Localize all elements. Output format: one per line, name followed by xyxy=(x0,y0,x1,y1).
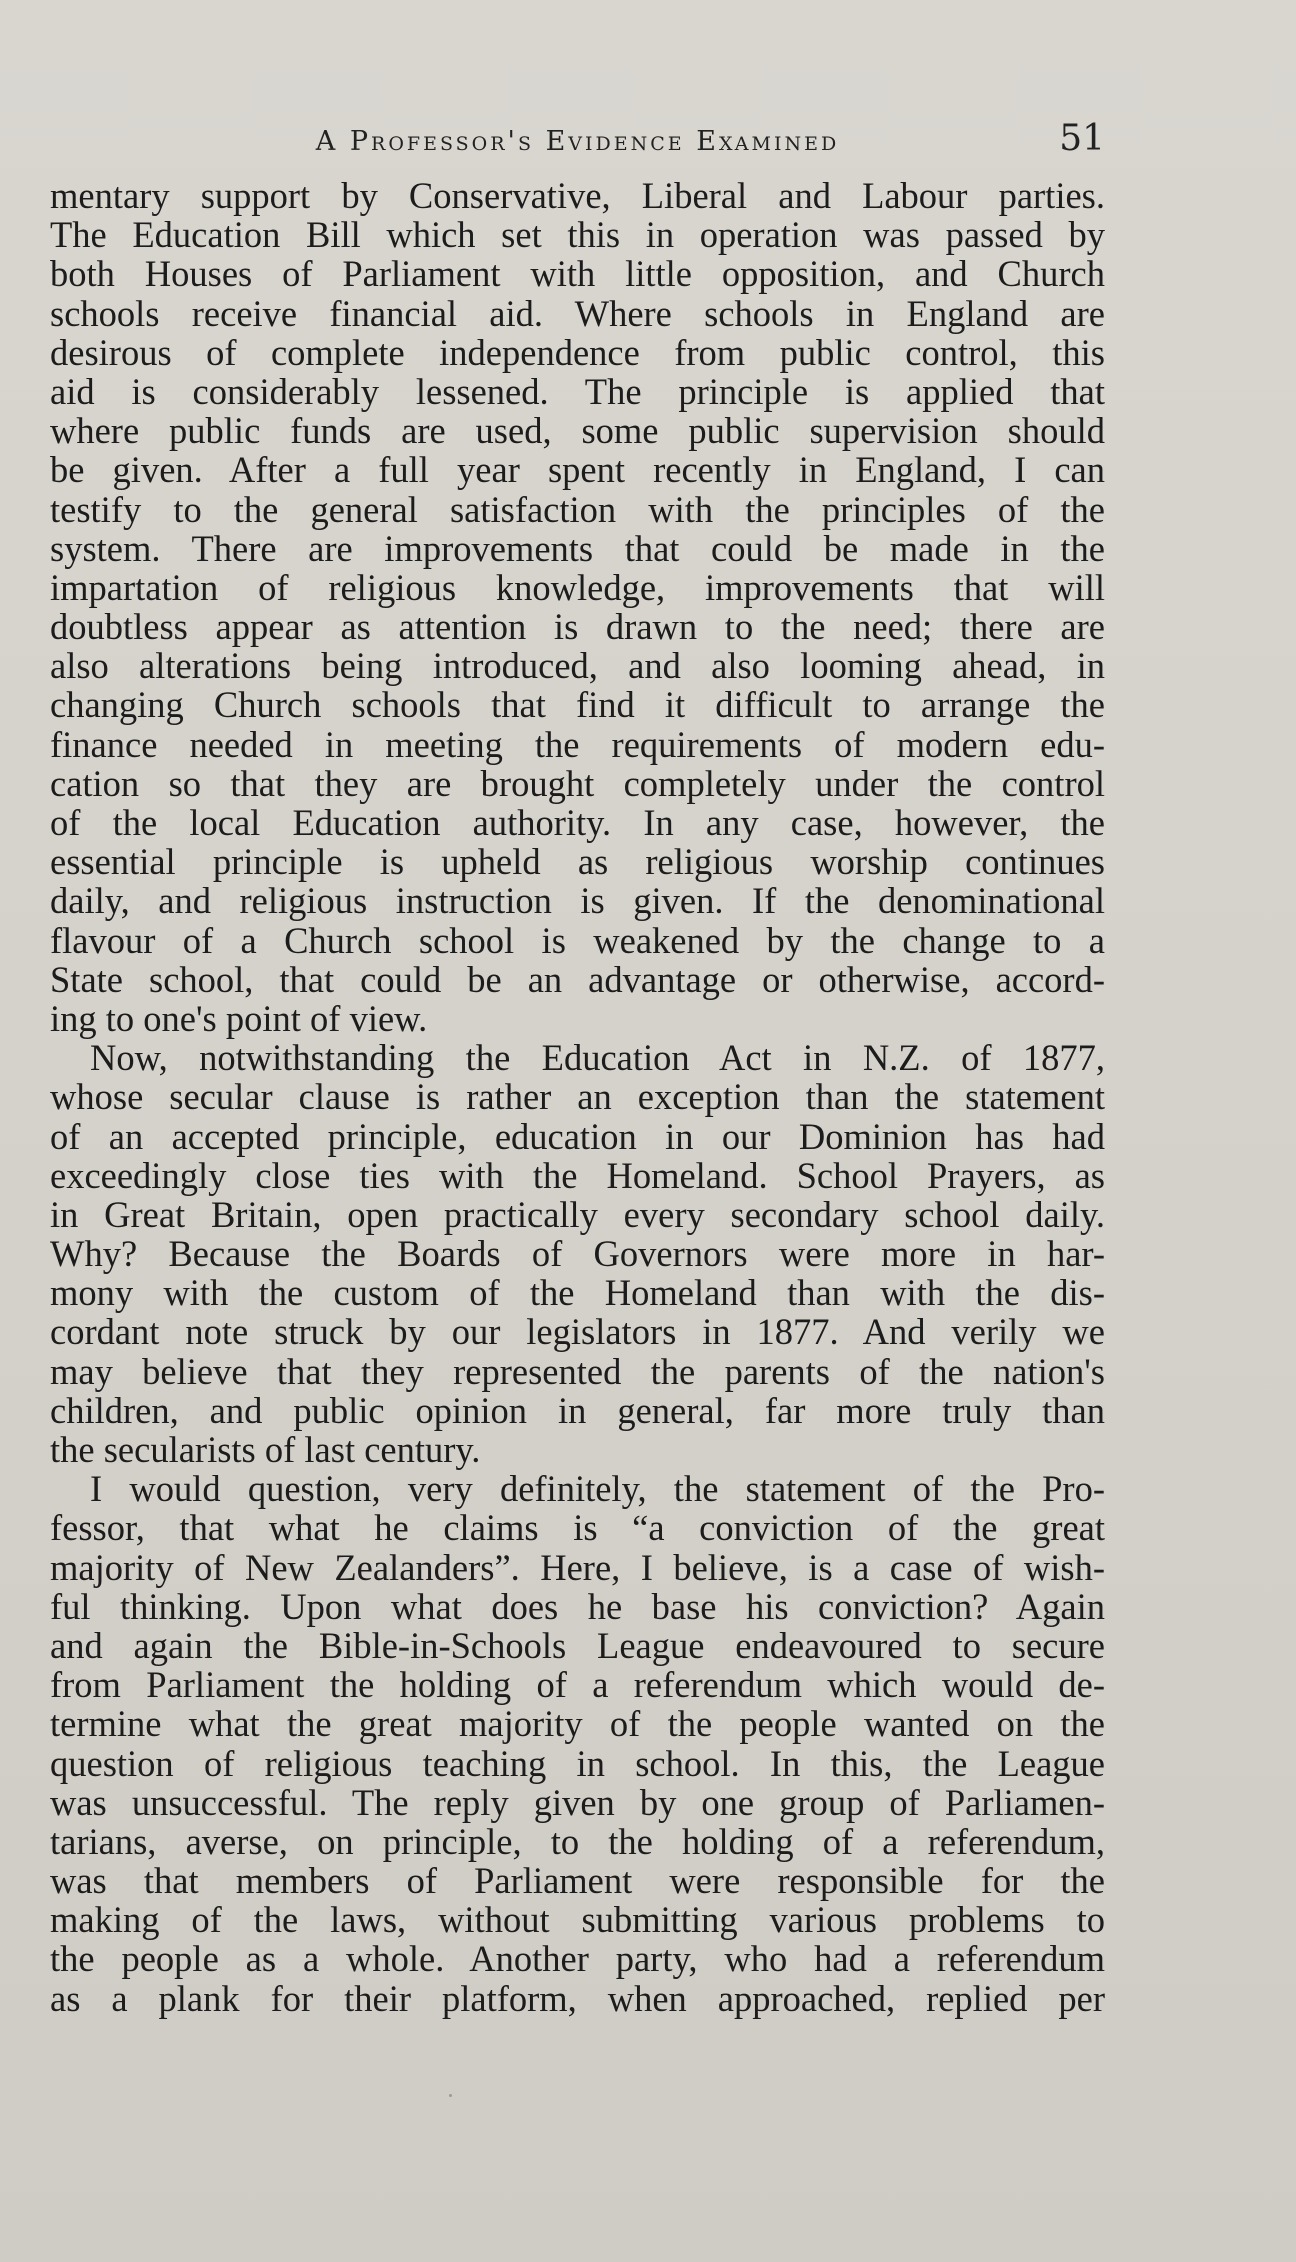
text-line: was unsuccessful. The reply given by one group of Parliamen- xyxy=(50,1781,1105,1823)
paragraph xyxy=(50,176,1105,1038)
text-line: be given. After a full year spent recently in England, I can xyxy=(50,449,1105,491)
text-line: majority of New Zealanders”. Here, I believe, is a case of wish- xyxy=(50,1546,1105,1588)
text-line: ful thinking. Upon what does he base his conviction? Again xyxy=(50,1585,1105,1627)
text-line: both Houses of Parliament with little opposition, and Church xyxy=(50,253,1105,295)
text-line: fessor, that what he claims is “a conviction of the great xyxy=(50,1507,1105,1549)
text-line: as a plank for their platform, when approached, replied per xyxy=(50,1977,1105,2019)
text-line: mentary support by Conservative, Liberal and Labour parties. xyxy=(50,175,1105,216)
page-number: 51 xyxy=(1059,118,1105,159)
text-line: was that members of Parliament were responsible for the xyxy=(50,1860,1105,1902)
text-line: desirous of complete independence from public control, this xyxy=(50,331,1105,373)
text-line: mony with the custom of the Homeland than with the dis- xyxy=(50,1272,1105,1314)
text-line: the secularists of last century. xyxy=(50,1429,481,1470)
text-line: State school, that could be an advantage or otherwise, accord- xyxy=(50,958,1105,1000)
text-line: may believe that they represented the parents of the nation's xyxy=(50,1350,1105,1392)
text-line: tarians, averse, on principle, to the holding of a referendum, xyxy=(50,1820,1105,1862)
text-line: changing Church schools that find it difficult to arrange the xyxy=(50,684,1105,726)
text-line: and again the Bible-in-Schools League endeavoured to secure xyxy=(50,1624,1105,1666)
text-line: cation so that they are brought completely under the control xyxy=(50,762,1105,804)
text-line: schools receive financial aid. Where schools in England are xyxy=(50,292,1105,334)
text-line: testify to the general satisfaction with the principles of the xyxy=(50,488,1105,530)
text-line: whose secular clause is rather an exception than the statement xyxy=(50,1076,1105,1118)
text-line: exceedingly close ties with the Homeland. School Prayers, as xyxy=(50,1154,1105,1196)
text-line: children, and public opinion in general, far more truly than xyxy=(50,1389,1105,1431)
paragraph xyxy=(50,1469,1105,2018)
text-line: flavour of a Church school is weakened by the change to a xyxy=(50,919,1105,961)
text-line: doubtless appear as attention is drawn to the need; there are xyxy=(50,606,1105,648)
running-head xyxy=(50,118,1105,158)
text-line: from Parliament the holding of a referendum which would de- xyxy=(50,1664,1105,1706)
text-line: of an accepted principle, education in our Dominion has had xyxy=(50,1115,1105,1157)
text-line: ing to one's point of view. xyxy=(50,997,428,1039)
text-line: Why? Because the Boards of Governors were more in har- xyxy=(50,1233,1105,1275)
text-line: in Great Britain, open practically every secondary school daily. xyxy=(50,1193,1105,1235)
text-line: termine what the great majority of the people wanted on the xyxy=(50,1703,1105,1745)
text-line: impartation of religious knowledge, improvements that will xyxy=(50,566,1105,608)
text-line: aid is considerably lessened. The principle is applied that xyxy=(50,370,1105,412)
dust-speck xyxy=(449,2094,452,2097)
running-title: A Professor's Evidence Examined xyxy=(315,126,840,157)
text-line: the people as a whole. Another party, who had a referendum xyxy=(50,1938,1105,1980)
text-line: daily, and religious instruction is given. If the denominational xyxy=(50,880,1105,922)
paragraph xyxy=(50,1038,1105,1469)
text-line: of the local Education authority. In any case, however, the xyxy=(50,802,1105,843)
body-text xyxy=(50,176,1105,2018)
text-line: question of religious teaching in school. In this, the League xyxy=(50,1742,1105,1784)
text-line: The Education Bill which set this in operation was passed by xyxy=(50,214,1105,256)
text-line: making of the laws, without submitting various problems to xyxy=(50,1899,1105,1941)
text-line: system. There are improvements that could be made in the xyxy=(50,527,1105,569)
text-line: where public funds are used, some public supervision should xyxy=(50,410,1105,452)
text-line: I would question, very definitely, the statement of the Pro- xyxy=(90,1468,1105,1510)
text-line: essential principle is upheld as religious worship continues xyxy=(50,841,1105,883)
text-line: Now, notwithstanding the Education Act in N.Z. of 1877, xyxy=(90,1037,1105,1079)
text-line: also alterations being introduced, and also looming ahead, in xyxy=(50,645,1105,687)
text-line: cordant note struck by our legislators in 1877. And verily we xyxy=(50,1311,1105,1353)
text-line: finance needed in meeting the requirements of modern edu- xyxy=(50,723,1105,765)
